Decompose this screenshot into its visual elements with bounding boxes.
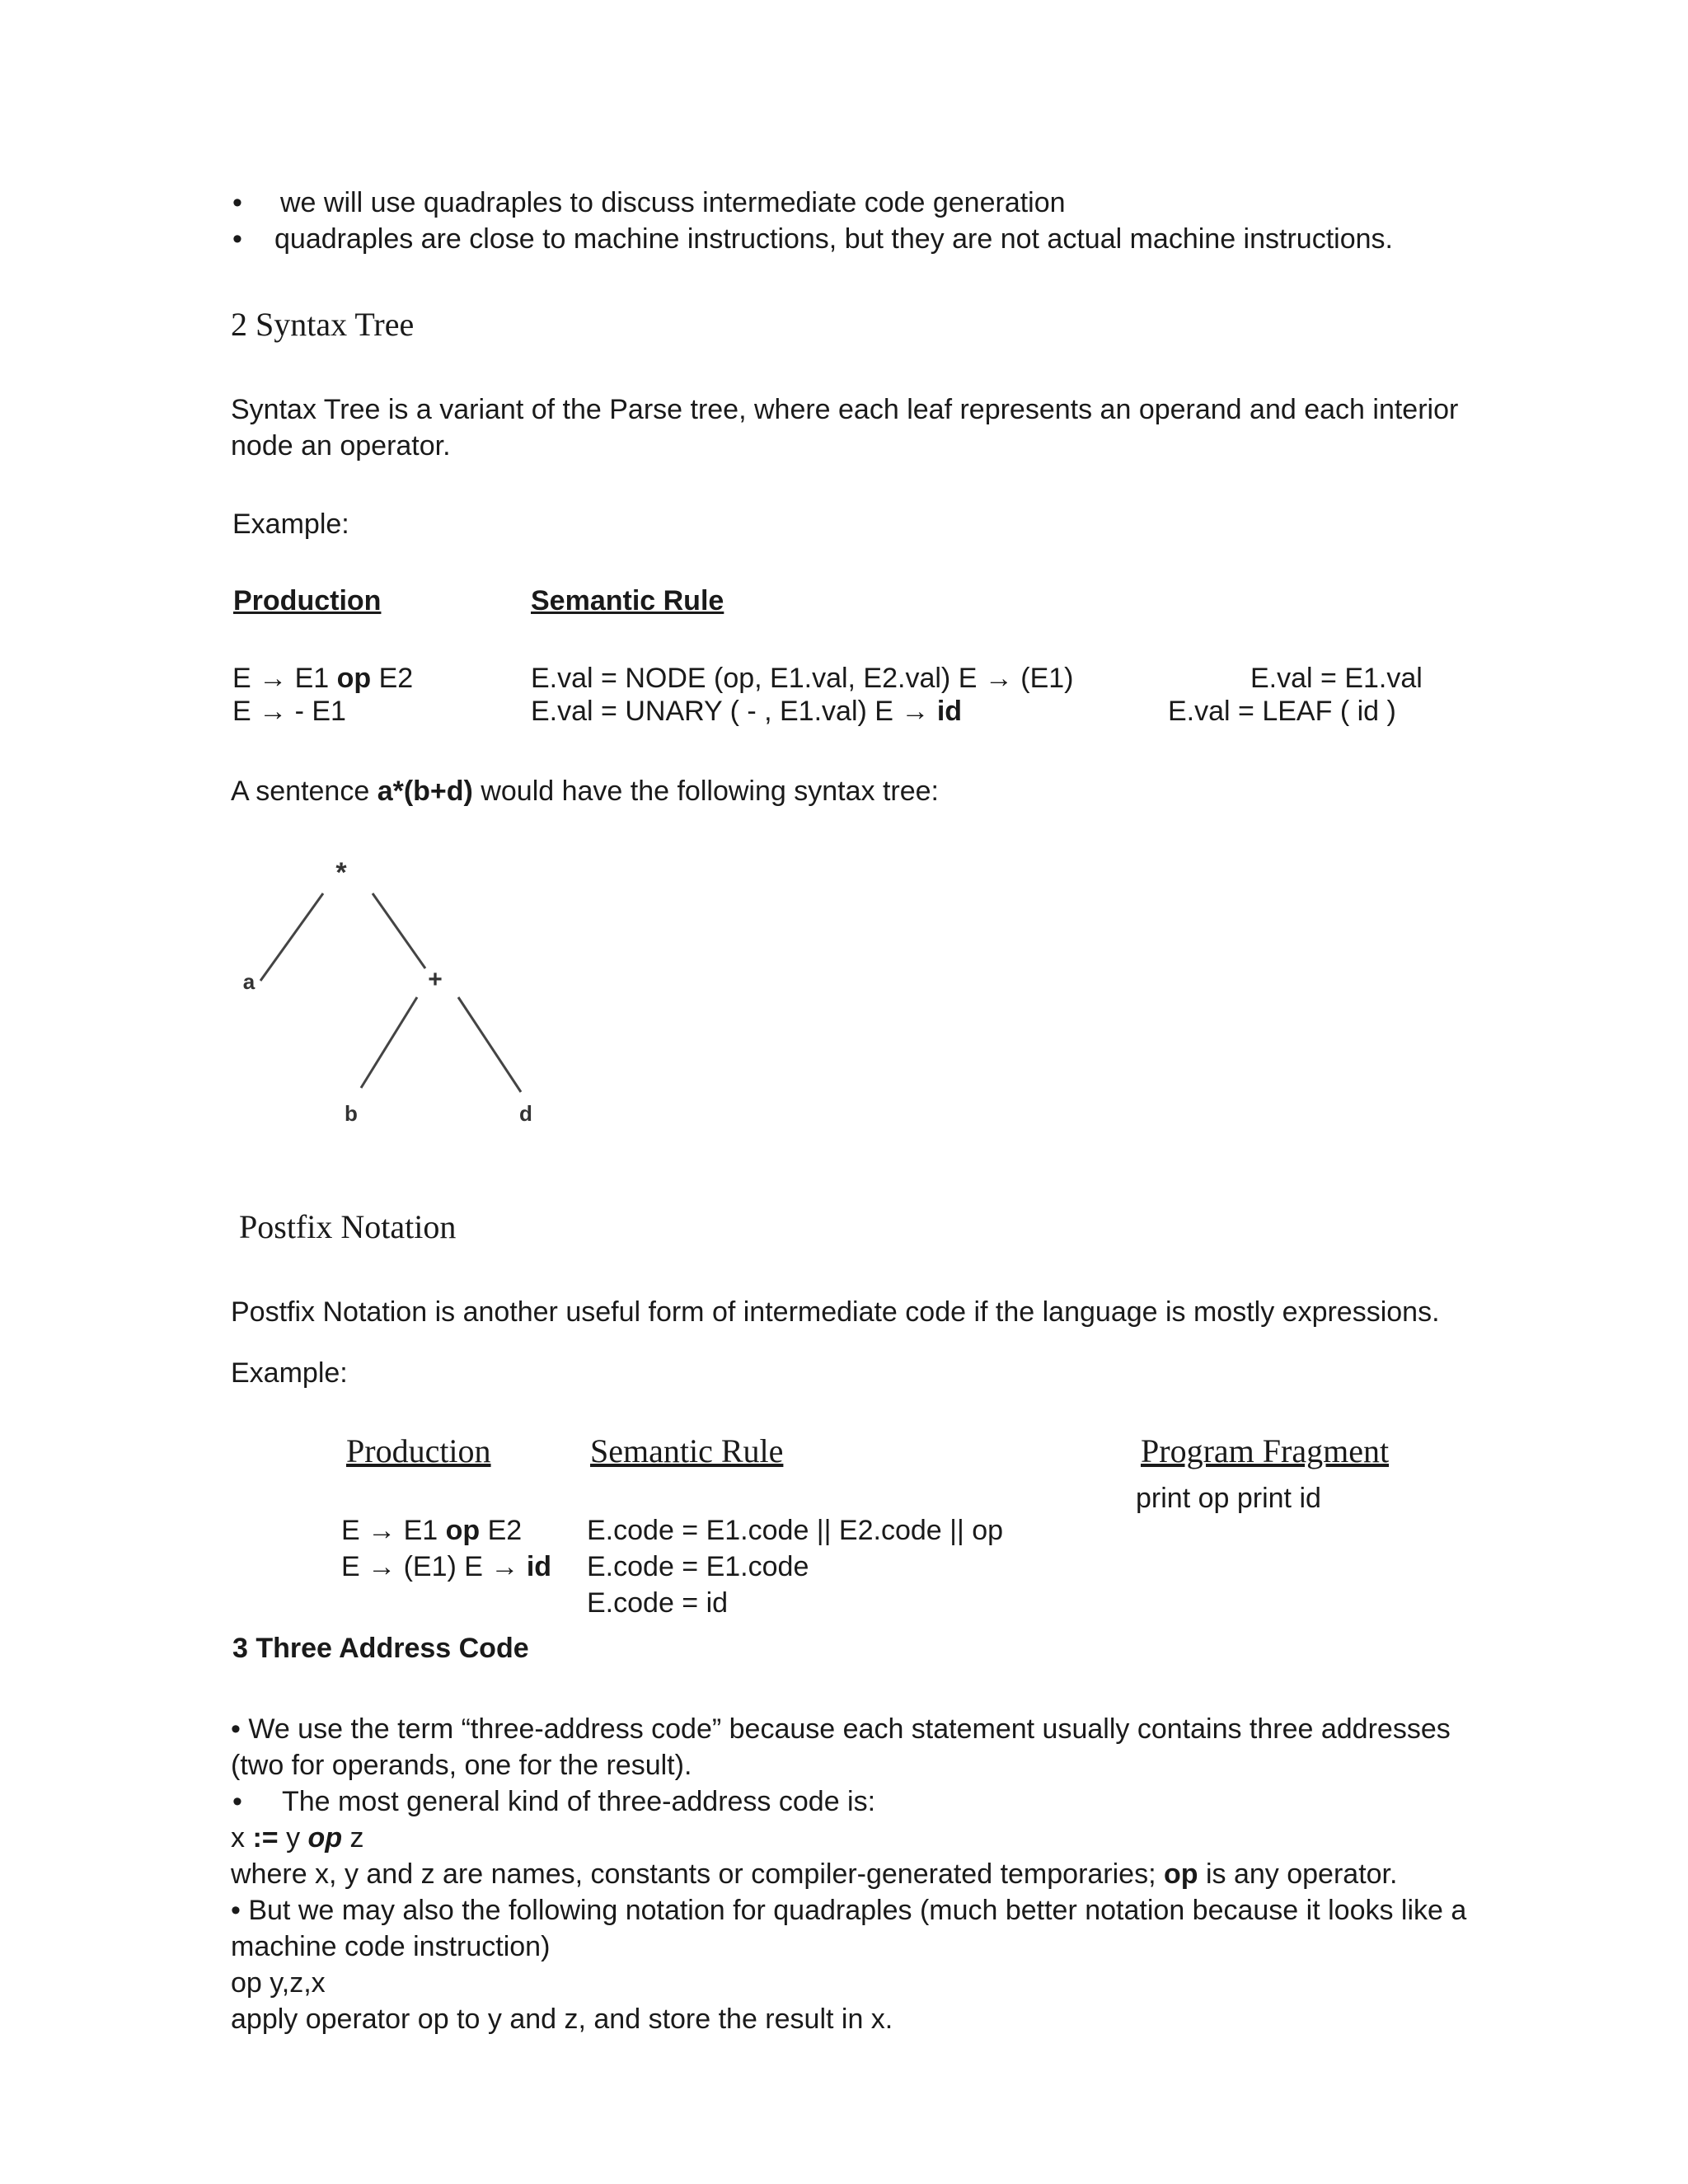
tac-formula: x := y op z: [231, 1822, 364, 1854]
postfix-fragment: print op print id: [1136, 1483, 1321, 1514]
syntax-tree-row1-extra: E.val = E1.val: [1250, 663, 1423, 694]
postfix-col-fragment: Program Fragment: [1141, 1432, 1390, 1469]
edge-plus-b: [361, 997, 417, 1088]
edge-root-plus: [373, 893, 425, 968]
tac-heading: 3 Three Address Code: [232, 1633, 529, 1664]
syntax-tree-example-label: Example:: [232, 509, 349, 540]
postfix-rule-3: E.code = id: [587, 1587, 729, 1619]
syntax-tree-row1-rule: E.val = NODE (op, E1.val, E2.val) E → (E1): [531, 663, 1074, 694]
tac-bullet: •: [232, 1786, 242, 1817]
tree-node-a: a: [242, 969, 256, 994]
edge-plus-d: [458, 997, 521, 1092]
bullet-marker: •: [232, 187, 242, 218]
postfix-rule-1: E.code = E1.code || E2.code || op: [587, 1515, 1004, 1546]
tac-line-2: (two for operands, one for the result).: [231, 1750, 692, 1781]
postfix-production-1: E → E1 op E2: [341, 1515, 523, 1546]
syntax-tree-col-semantic: Semantic Rule: [531, 585, 724, 616]
tac-line-7: machine code instruction): [231, 1931, 551, 1962]
tree-node-b: b: [345, 1101, 358, 1126]
syntax-tree-row1-production: E → E1 op E2: [232, 663, 414, 694]
syntax-tree-row2-production: E → - E1: [232, 696, 346, 727]
syntax-tree-description: Syntax Tree is a variant of the Parse tree, where each leaf represents an operand and each interior: [231, 394, 1459, 425]
syntax-tree-row2-extra: E.val = LEAF ( id ): [1168, 696, 1396, 727]
postfix-heading: Postfix Notation: [239, 1208, 457, 1245]
tree-node-root: *: [335, 857, 347, 888]
postfix-col-production: Production: [346, 1432, 491, 1469]
postfix-production-2: E → (E1) E → id: [341, 1551, 552, 1582]
postfix-rule-2: E.code = E1.code: [587, 1551, 809, 1582]
intro-bullet-1: we will use quadraples to discuss intermediate code generation: [280, 187, 1066, 218]
syntax-tree-sentence: A sentence a*(b+d) would have the following syntax tree:: [231, 776, 939, 807]
syntax-tree-diagram: [223, 849, 569, 1146]
bullet-marker: •: [232, 223, 242, 255]
syntax-tree-description-cont: node an operator.: [231, 430, 451, 462]
tree-node-d: d: [519, 1101, 532, 1126]
tac-line-6: • But we may also the following notation for quadraples (much better notation because it looks like a: [231, 1895, 1467, 1926]
edge-root-a: [260, 893, 323, 981]
tac-line-3: The most general kind of three-address code is:: [282, 1786, 876, 1817]
tac-line-8: op y,z,x: [231, 1967, 326, 1999]
syntax-tree-col-production: Production: [233, 585, 382, 616]
tree-node-plus: +: [428, 966, 443, 993]
postfix-description: Postfix Notation is another useful form of intermediate code if the language is mostly expressions.: [231, 1296, 1440, 1328]
syntax-tree-heading: 2 Syntax Tree: [231, 306, 415, 343]
intro-bullet-2: quadraples are close to machine instructions, but they are not actual machine instructions.: [274, 223, 1393, 255]
tac-line-1: • We use the term “three-address code” because each statement usually contains three addresses: [231, 1713, 1451, 1745]
tac-line-5: where x, y and z are names, constants or compiler-generated temporaries; op is any operator.: [231, 1858, 1398, 1890]
postfix-example-label: Example:: [231, 1357, 348, 1389]
postfix-col-semantic: Semantic Rule: [590, 1432, 784, 1469]
syntax-tree-row2-rule: E.val = UNARY ( - , E1.val) E → id: [531, 696, 963, 727]
tac-line-9: apply operator op to y and z, and store the result in x.: [231, 2004, 893, 2035]
